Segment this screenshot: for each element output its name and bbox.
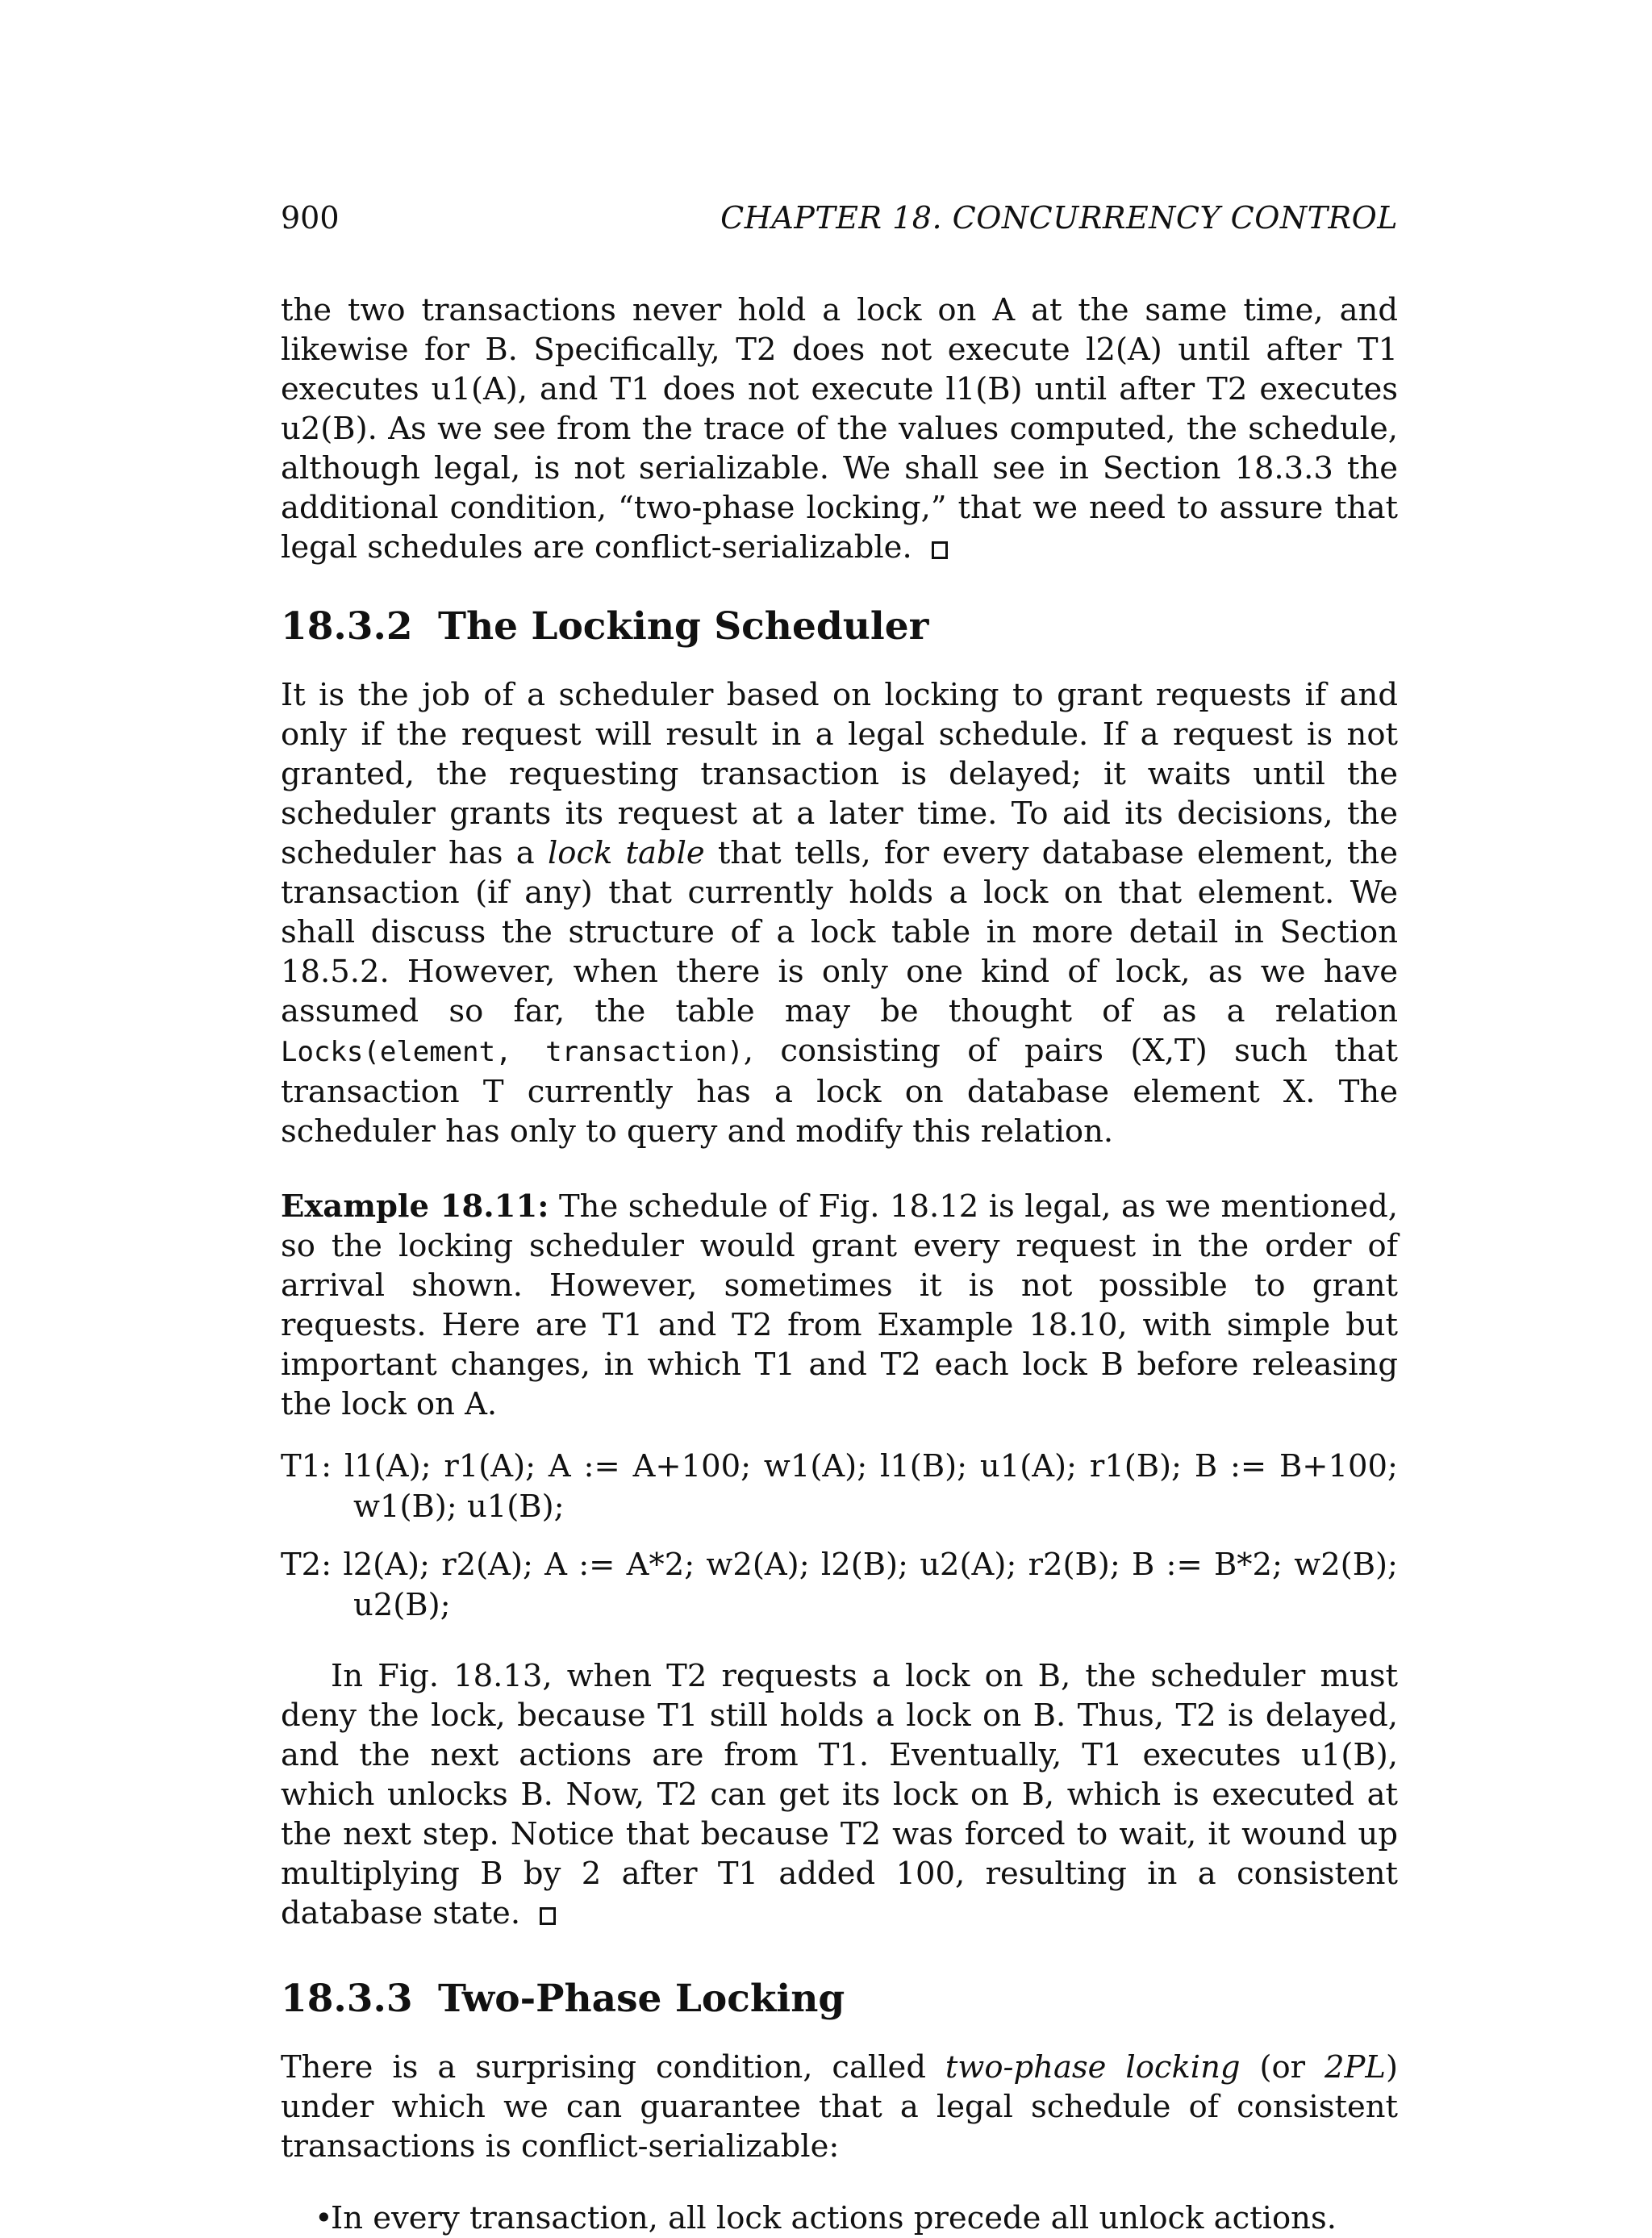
page-number: 900 bbox=[281, 200, 340, 236]
relation-schema: Locks(element, transaction) bbox=[281, 1036, 744, 1068]
bullet-text: In every transaction, all lock actions precede all unlock actions. bbox=[331, 2200, 1337, 2236]
page-body bbox=[281, 290, 1398, 2238]
end-of-example-icon bbox=[540, 1907, 556, 1925]
paragraph-text: that tells, for every database element, the transaction (if any) that currently holds a lock on that element. We shall discuss the structure of a lock table in more detail in Section 18.5.2. However, when there is only one kind of lock, as we have assumed so far, the table may be thought of as a relation bbox=[281, 835, 1398, 1029]
term-two-phase-locking: two-phase locking bbox=[945, 2049, 1241, 2086]
section-heading-18-3-3 bbox=[281, 1975, 1398, 2023]
end-of-example-icon bbox=[932, 541, 948, 559]
paragraph-two-phase-locking bbox=[281, 2048, 1398, 2166]
example-text: The schedule of Fig. 18.12 is legal, as we mentioned, so the locking scheduler would grant every request in the order of arrival shown. However, sometimes it is not possible to grant requests. Here are T1 and T2 from Example 18.10, with simple but important changes, in which T1 and T2 each lock B before releasing the lock on A. bbox=[281, 1188, 1398, 1422]
section-heading-18-3-2 bbox=[281, 603, 1398, 651]
paragraph-text: the two transactions never hold a lock on A at the same time, and likewise for B. Specifically, T2 does not execute l2(A) until after T1 executes u1(A), and T1 does not execute l1(B) until after T2 executes u2(B). As we see from the trace of the values computed, the schedule, although legal, is not serializable. We shall see in Section 18.3.3 the additional condition, “two-phase locking,” that we need to assure that legal schedules are conflict-serializable. bbox=[281, 292, 1398, 566]
term-2pl: 2PL bbox=[1325, 2049, 1386, 2086]
transaction-t1: T1: l1(A); r1(A); A := A+100; w1(A); l1(B); u1(A); r1(B); B := B+100; w1(B); u1(B); bbox=[281, 1448, 1398, 1525]
paragraph-text: In Fig. 18.13, when T2 requests a lock on B, the scheduler must deny the lock, because T1 still holds a lock on B. Thus, T2 is delayed, and the next actions are from T1. Eventually, T1 executes u1(B), which unlocks B. Now, T2 can get its lock on B, which is executed at the next step. Notice that because T2 was forced to wait, it wound up multiplying B by 2 after T1 added 100, resulting in a consistent database state. bbox=[281, 1658, 1398, 1931]
section-title: The Locking Scheduler bbox=[438, 604, 929, 649]
running-header bbox=[281, 200, 1398, 248]
paragraph-text: (or bbox=[1240, 2049, 1325, 2086]
paragraph-fig-18-13 bbox=[281, 1656, 1398, 1933]
paragraph-text: ) under which we can guarantee that a legal schedule of consistent transactions is conflict-serializable: bbox=[281, 2049, 1398, 2165]
section-number: 18.3.2 bbox=[281, 604, 413, 649]
transaction-listing bbox=[281, 1447, 1398, 1626]
example-label: Example 18.11: bbox=[281, 1188, 549, 1225]
paragraph-text: It is the job of a scheduler based on locking to grant requests if and only if the request will result in a legal schedule. If a request is not granted, the requesting transaction is delayed; it waits until the scheduler grants its request at a later time. To aid its decisions, the scheduler has a bbox=[281, 677, 1398, 871]
section-number: 18.3.3 bbox=[281, 1977, 413, 2021]
term-lock-table: lock table bbox=[547, 835, 705, 871]
paragraph-text: , consisting of pairs (X,T) such that transaction T currently has a lock on database element X. The scheduler has only to query and modify this relation. bbox=[281, 1033, 1398, 1150]
bullet-item bbox=[281, 2198, 1398, 2238]
chapter-title: CHAPTER 18. CONCURRENCY CONTROL bbox=[720, 200, 1398, 236]
paragraph-continuation bbox=[281, 290, 1398, 567]
example-18-11 bbox=[281, 1187, 1398, 1424]
transaction-t2: T2: l2(A); r2(A); A := A*2; w2(A); l2(B); u2(A); r2(B); B := B*2; w2(B); u2(B); bbox=[281, 1547, 1398, 1623]
section-title: Two-Phase Locking bbox=[438, 1977, 845, 2021]
paragraph-text: There is a surprising condition, called bbox=[281, 2049, 945, 2086]
bullet-icon: • bbox=[315, 2200, 333, 2236]
paragraph-locking-scheduler bbox=[281, 675, 1398, 1151]
